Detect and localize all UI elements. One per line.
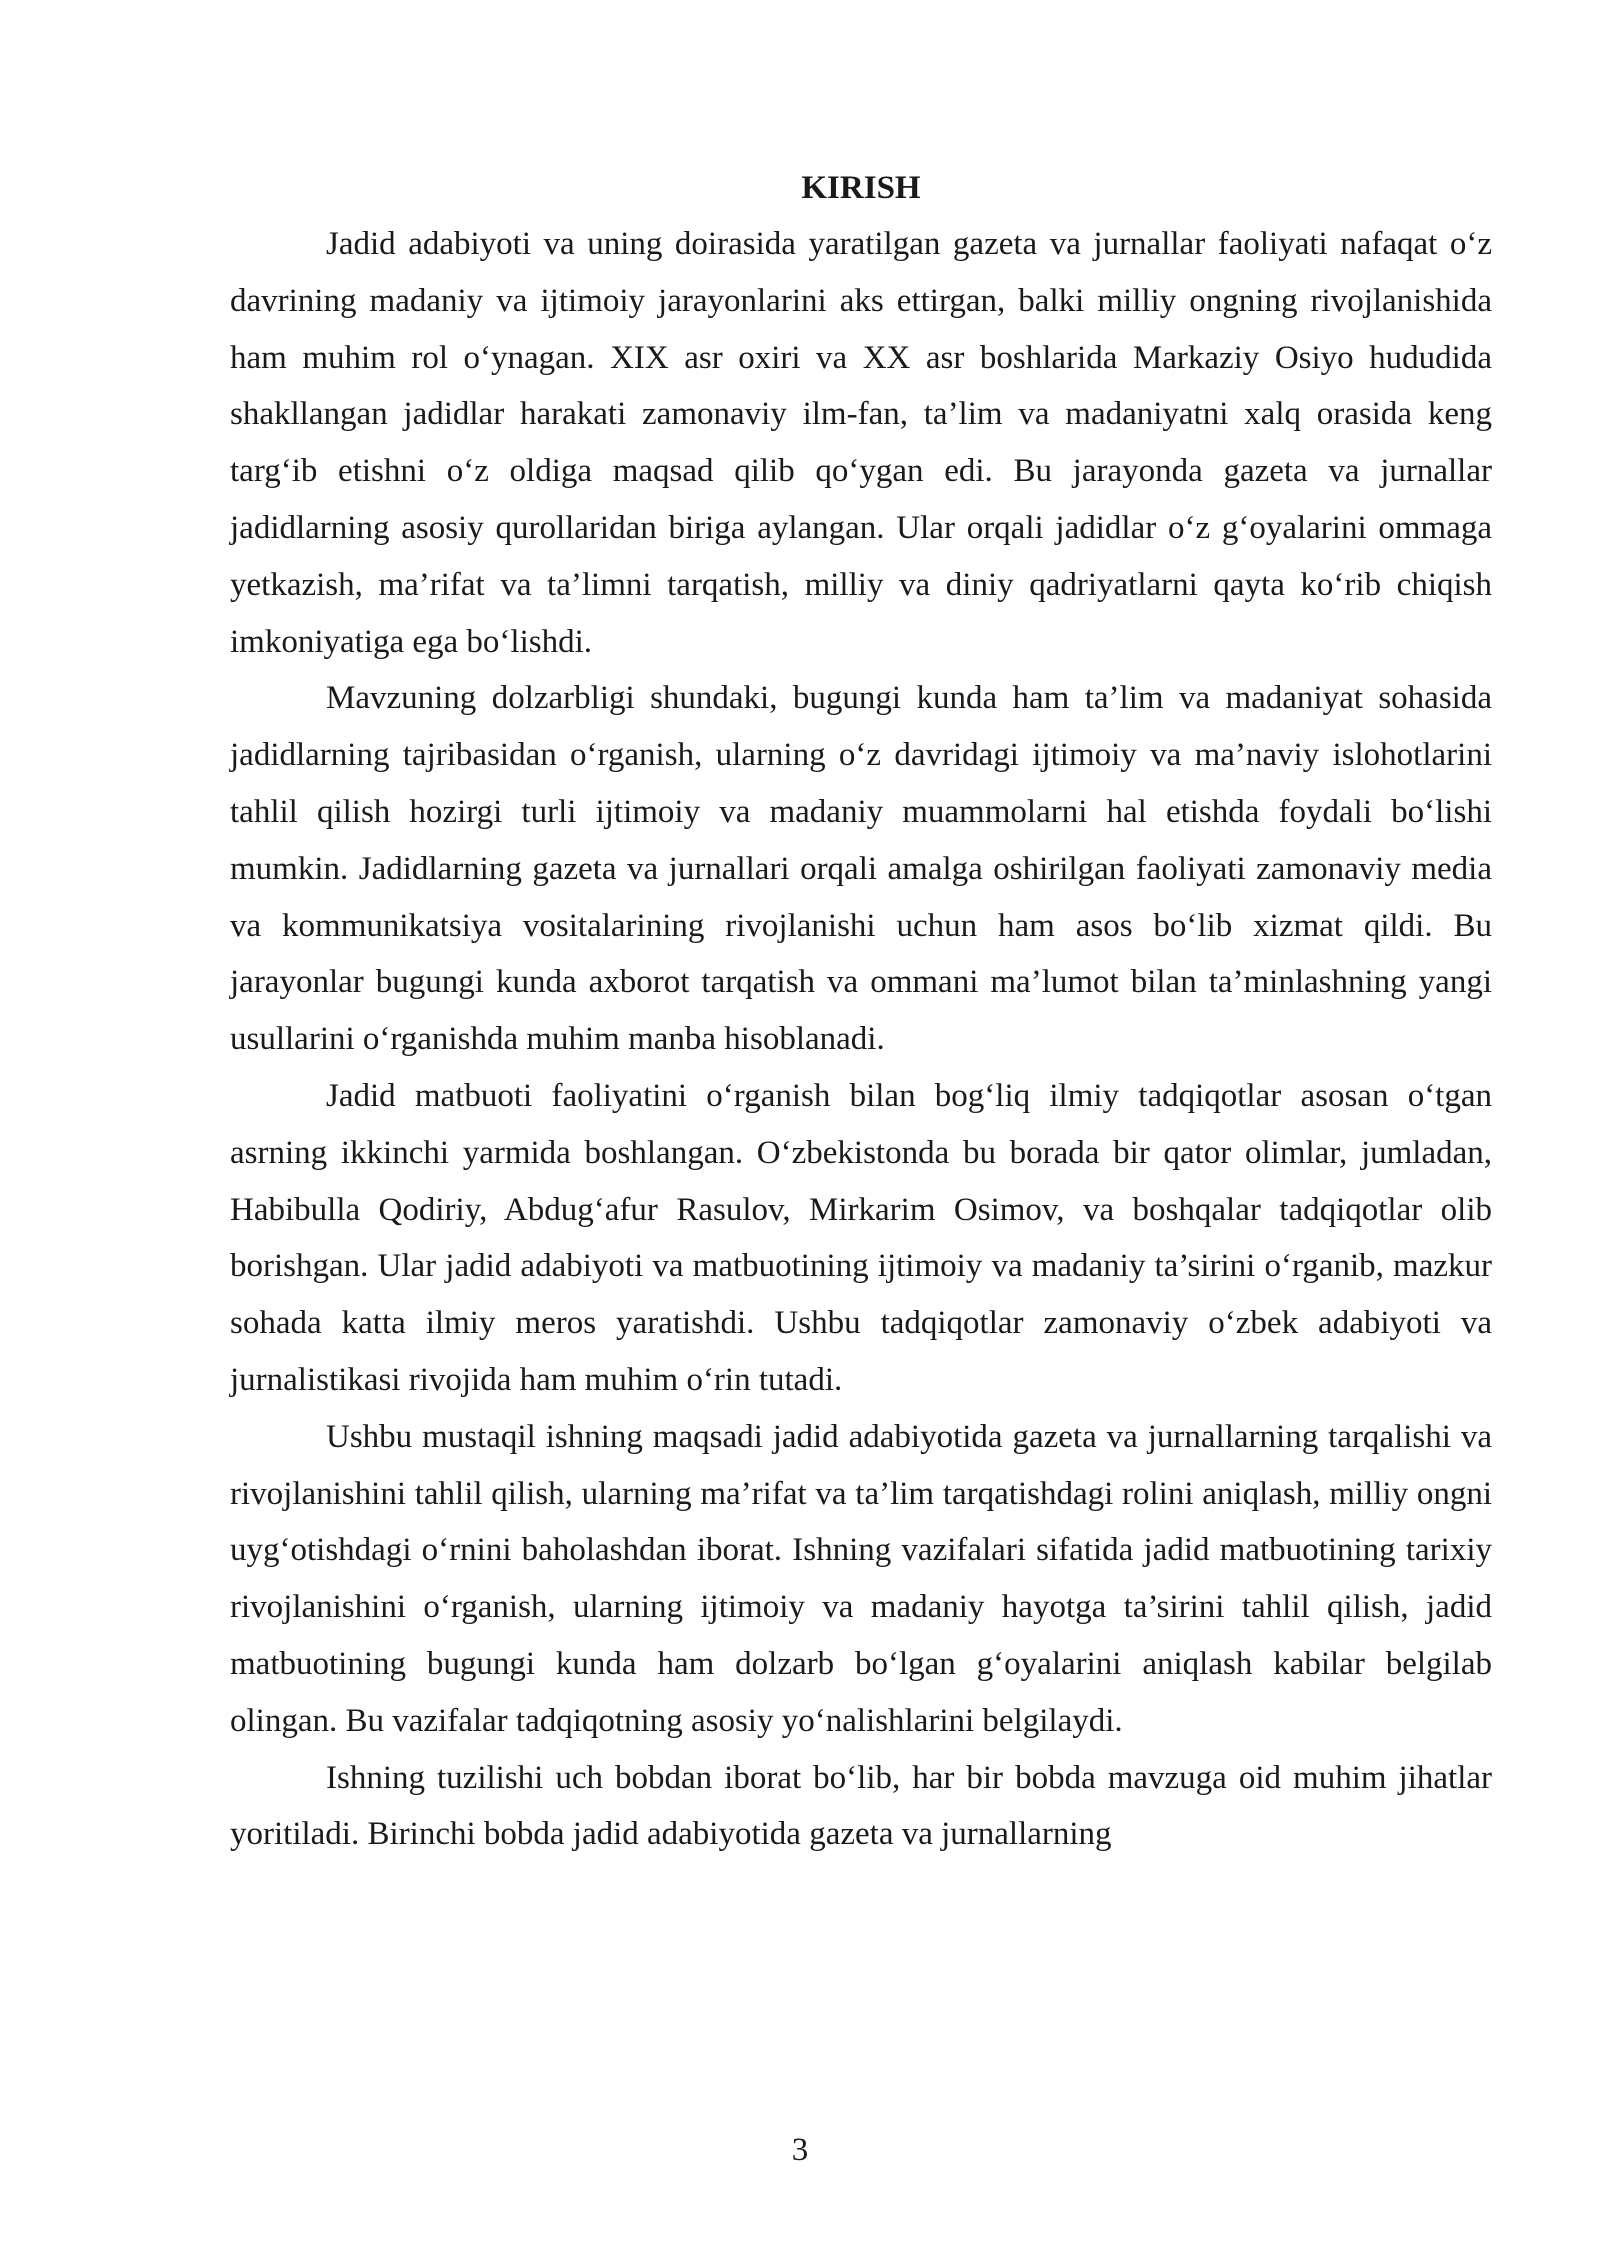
- page-number: 3: [791, 2132, 809, 2168]
- paragraph-goals: Ushbu mustaqil ishning maqsadi jadid adabiyotida gazeta va jurnallarning tarqalishi va rivojlanishini tahlil qilish, ularning ma’rifat va ta’lim tarqatishdagi rolini aniqlash, milliy ongni uyg‘otishdagi o‘rnini baholashdan iborat. Ishning vazifalari sifatida jadid matbuotining tarixiy rivojlanishini o‘rganish, ularning ijtimoiy va madaniy hayotga ta’sirini tahlil qilish, jadid matbuotining bugungi kunda ham dolzarb bo‘lgan g‘oyalarini aniqlash kabilar belgilab olingan. Bu vazifalar tadqiqotning asosiy yo‘nalishlarini belgilaydi.: [230, 1418, 1492, 1739]
- paragraph-research-history: Jadid matbuoti faoliyatini o‘rganish bilan bog‘liq ilmiy tadqiqotlar asosan o‘tgan asrning ikkinchi yarmida boshlangan. O‘zbekistonda bu borada bir qator olimlar, jumladan, Habibulla Qodiriy, Abdug‘afur Rasulov, Mirkarim Osimov, va boshqalar tadqiqotlar olib borishgan. Ular jadid adabiyoti va matbuotining ijtimoiy va madaniy ta’sirini o‘rganib, mazkur sohada katta ilmiy meros yaratishdi. Ushbu tadqiqotlar zamonaviy o‘zbek adabiyoti va jurnalistikasi rivojida ham muhim o‘rin tutadi.: [230, 1077, 1492, 1398]
- section-title: KIRISH: [801, 170, 921, 206]
- paragraph-relevance: Mavzuning dolzarbligi shundaki, bugungi kunda ham ta’lim va madaniyat sohasida jadidlarning tajribasidan o‘rganish, ularning o‘z davridagi ijtimoiy va ma’naviy islohotlarini tahlil qilish hozirgi turli ijtimoiy va madaniy muammolarni hal etishda foydali bo‘lishi mumkin. Jadidlarning gazeta va jurnallari orqali amalga oshirilgan faoliyati zamonaviy media va kommunikatsiya vositalarining rivojlanishi uchun ham asos bo‘lib xizmat qildi. Bu jarayonlar bugungi kunda axborot tarqatish va ommani ma’lumot bilan ta’minlashning yangi usullarini o‘rganishda muhim manba hisoblanadi.: [230, 680, 1492, 1058]
- paragraph-intro: Jadid adabiyoti va uning doirasida yaratilgan gazeta va jurnallar faoliyati nafaqat o‘z davrining madaniy va ijtimoiy jarayonlarini aks ettirgan, balki milliy ongning rivojlanishida ham muhim rol o‘ynagan. XIX asr oxiri va XX asr boshlarida Markaziy Osiyo hududida shakllangan jadidlar harakati zamonaviy ilm-fan, ta’lim va madaniyatni xalq orasida keng targ‘ib etishni o‘z oldiga maqsad qilib qo‘ygan edi. Bu jarayonda gazeta va jurnallar jadidlarning asosiy qurollaridan biriga aylangan. Ular orqali jadidlar o‘z g‘oyalarini ommaga yetkazish, ma’rifat va ta’limni tarqatish, milliy va diniy qadriyatlarni qayta ko‘rib chiqish imkoniyatiga ega bo‘lishdi.: [230, 226, 1492, 660]
- paragraph-structure: Ishning tuzilishi uch bobdan iborat bo‘lib, har bir bobda mavzuga oid muhim jihatlar yoritiladi. Birinchi bobda jadid adabiyotida gazeta va jurnallarning: [230, 1759, 1492, 1853]
- document-page: [230, 160, 1492, 1863]
